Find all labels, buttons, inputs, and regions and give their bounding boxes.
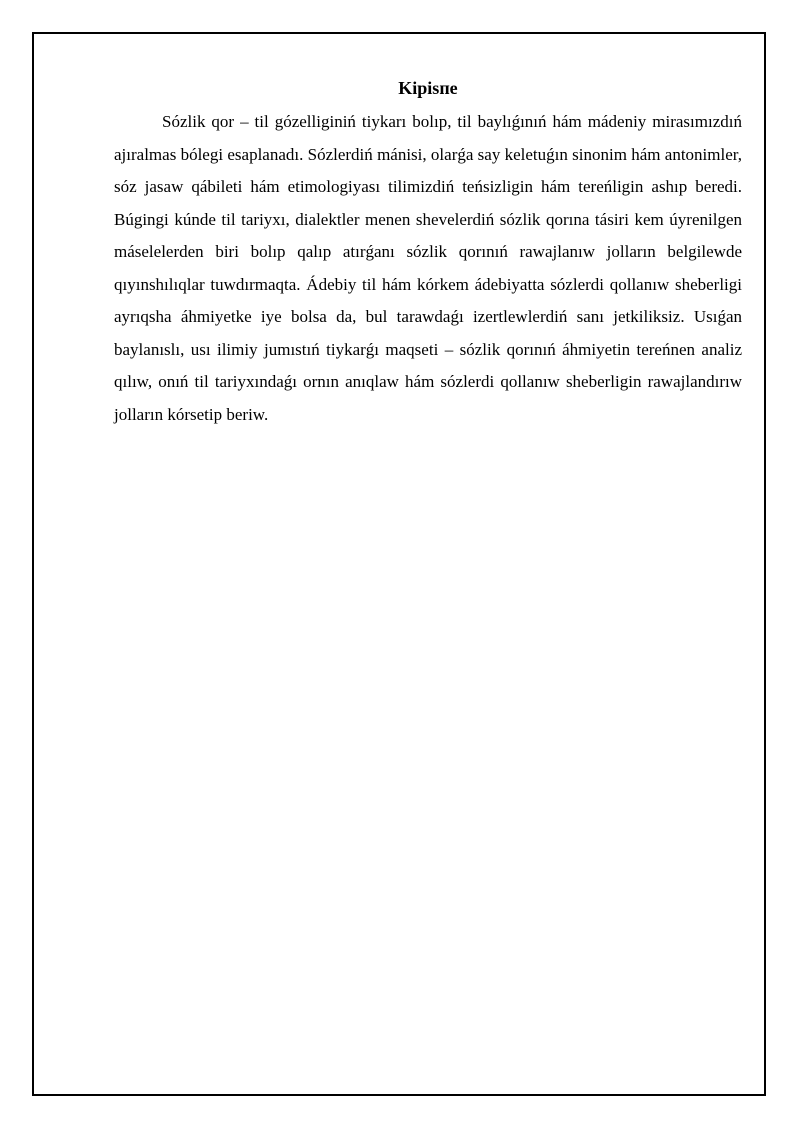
body-paragraph: Sózlik qor – til gózelliginiń tiykarı bolıp, til baylıǵınıń hám mádeniy mirasımızdıń ajıralmas bólegi esaplanadı. Sózlerdiń mánisi, olarǵa say keletuǵın sinonim hám antonimler, sóz jasaw qábileti hám etimologiyası tilimizdiń teńsizligin hám tereńligin ashıp beredi. Búgingi kúnde til tariyxı, dialektler menen shevelerdiń sózlik qorına tásiri kem úyrenilgen máselelerden biri bolıp qalıp atırǵanı sózlik qorınıń rawajlanıw jolların belgilewde qıyınshılıqlar tuwdırmaqta. Ádebiy til hám kórkem ádebiyatta sózlerdi qollanıw sheberligi ayrıqsha áhmiyetke iye bolsa da, bul tarawdaǵı izertlewlerdiń sanı jetkiliksiz. Usıǵan baylanıslı, usı ilimiy jumıstıń tiykarǵı maqseti – sózlik qorınıń áhmiyetin tereńnen analiz qılıw, onıń til tariyxındaǵı ornın anıqlaw hám sózlerdi qollanıw sheberligin rawajlandırıw jolların kórsetip beriw. — [114, 112, 742, 424]
document-heading: Kipisпe — [398, 78, 458, 98]
document-body — [114, 74, 742, 431]
